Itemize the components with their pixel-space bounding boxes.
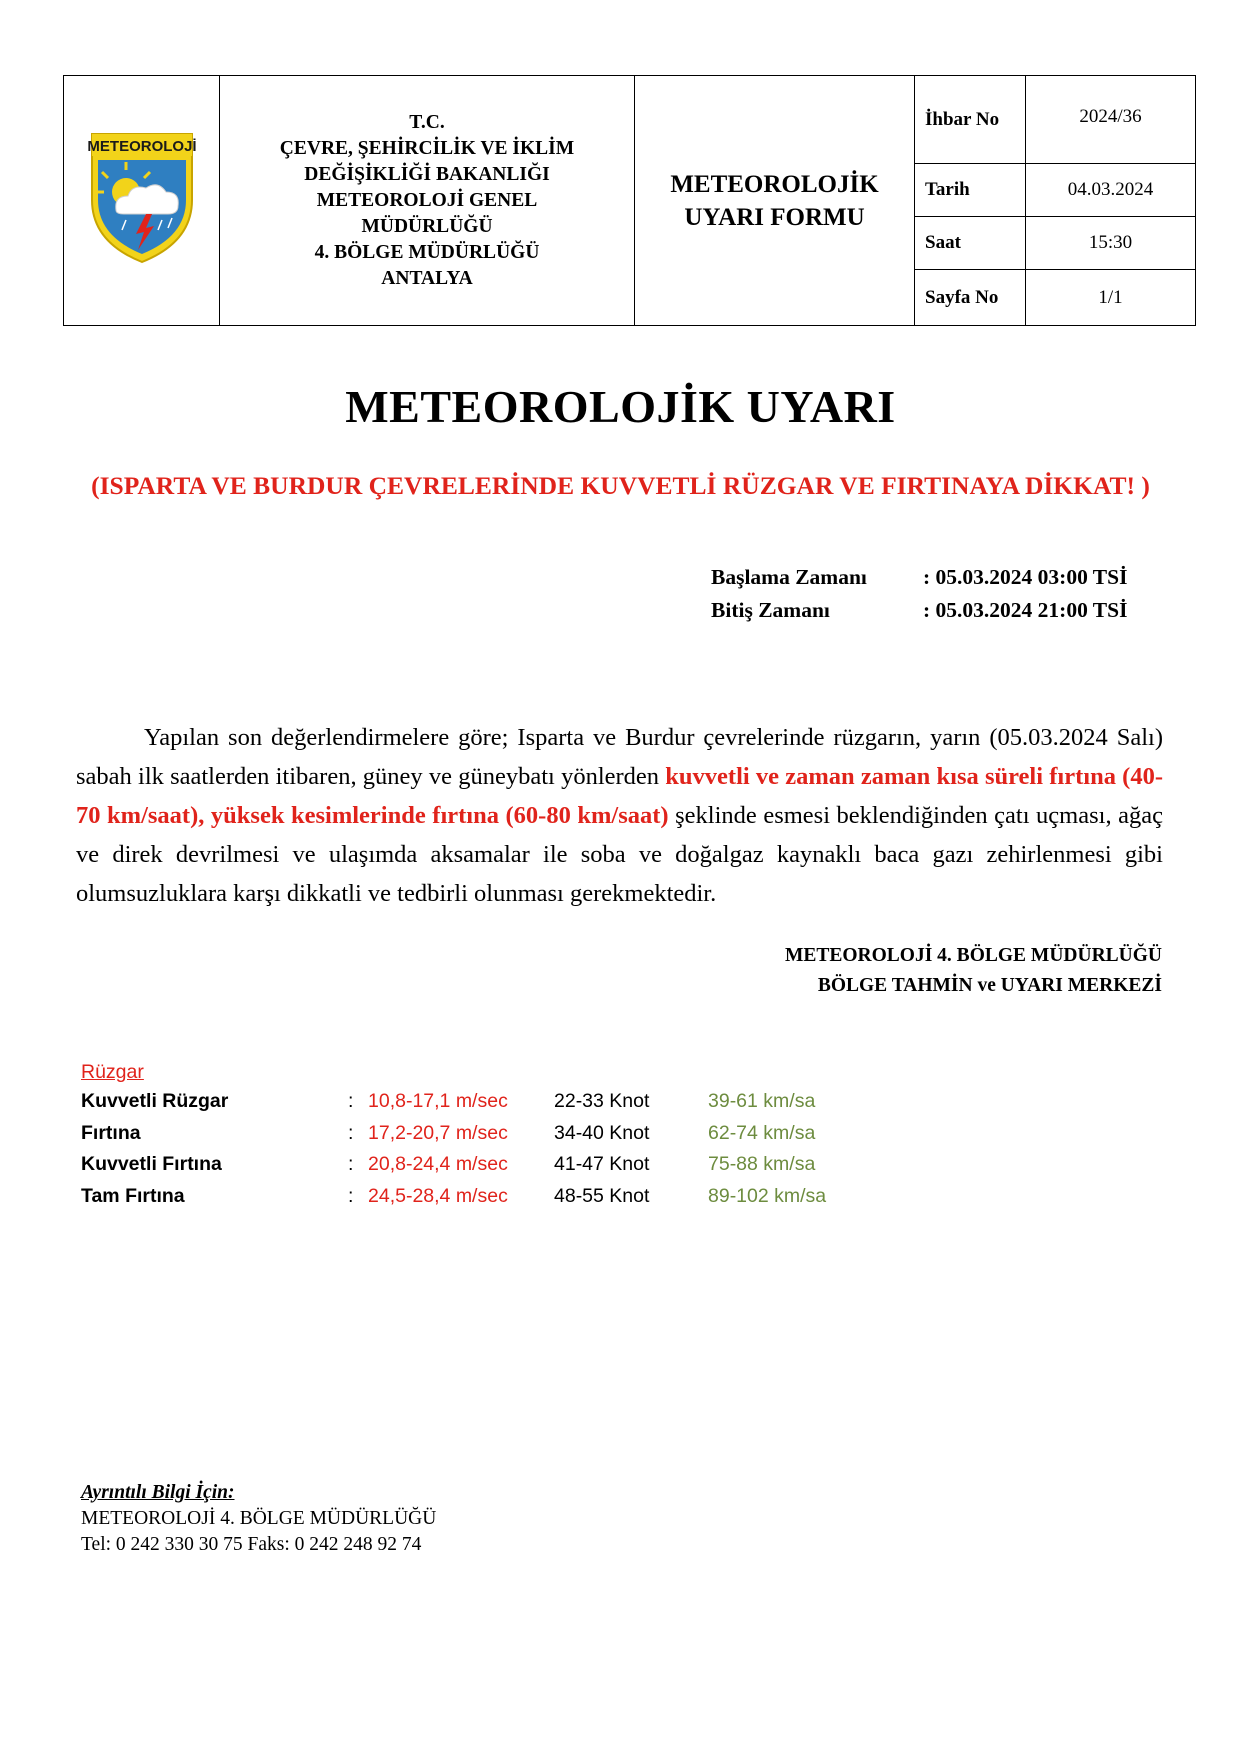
organization-cell [220, 76, 635, 326]
wind-speed-kmh: 39-61 km/sa [708, 1090, 816, 1113]
org-line: T.C. [409, 111, 445, 133]
form-title-line: METEOROLOJİK [670, 170, 879, 198]
form-title-line: UYARI FORMU [684, 203, 865, 231]
start-time-value: : 05.03.2024 03:00 TSİ [923, 565, 1128, 589]
wind-colon: : [348, 1121, 354, 1144]
body-text-part1: Yapılan son değerlendirmelere göre; Isparta ve Burdur çevrelerinde rüzgarın, yarın (05.03.2024 Salı) sabah ilk saatlerden itibaren, güney ve güneybatı yönlerden [76, 723, 1163, 790]
field-label-ihbar-no: İhbar No [915, 76, 1026, 164]
start-time-label: Başlama Zamanı [711, 565, 867, 589]
end-time-value: : 05.03.2024 21:00 TSİ [923, 598, 1128, 622]
end-time-label: Bitiş Zamanı [711, 598, 830, 622]
wind-row [81, 1118, 868, 1150]
wind-speed-kmh: 75-88 km/sa [708, 1153, 816, 1176]
field-value-sayfa-no: 1/1 [1026, 270, 1196, 326]
wind-colon: : [348, 1184, 354, 1207]
meteoroloji-logo [86, 130, 198, 266]
wind-category: Kuvvetli Rüzgar [81, 1090, 229, 1113]
wind-row [81, 1181, 868, 1213]
signature-line: BÖLGE TAHMİN ve UYARI MERKEZİ [817, 975, 1162, 996]
wind-speed-ms: 17,2-20,7 m/sec [368, 1121, 508, 1144]
org-line: DEĞİŞİKLİĞİ BAKANLIĞI [304, 163, 550, 185]
alert-subtitle: (ISPARTA VE BURDUR ÇEVRELERİNDE KUVVETLİ RÜZGAR VE FIRTINAYA DİKKAT! ) [91, 471, 1150, 500]
end-time-row [711, 594, 1127, 627]
field-label-saat: Saat [915, 217, 1026, 270]
wind-speed-knot: 48-55 Knot [554, 1184, 650, 1207]
wind-speed-ms: 10,8-17,1 m/sec [368, 1090, 508, 1113]
org-line: 4. BÖLGE MÜDÜRLÜĞÜ [314, 241, 540, 263]
org-line: METEOROLOJİ GENEL [316, 189, 538, 211]
logo-cell [64, 76, 220, 326]
contact-heading: Ayrıntılı Bilgi İçin: [81, 1482, 235, 1503]
wind-category: Tam Fırtına [81, 1184, 185, 1207]
wind-speed-knot: 34-40 Knot [554, 1121, 650, 1144]
field-label-tarih: Tarih [915, 164, 1026, 217]
wind-row [81, 1086, 868, 1118]
field-value-ihbar-no: 2024/36 [1026, 76, 1196, 164]
wind-speed-ms: 24,5-28,4 m/sec [368, 1184, 508, 1207]
wind-speed-kmh: 62-74 km/sa [708, 1121, 816, 1144]
signature-block [785, 941, 1162, 1001]
contact-footer [81, 1480, 436, 1558]
wind-colon: : [348, 1153, 354, 1176]
header-table [63, 75, 1196, 326]
body-text-part2: şeklinde esmesi beklendiğinden çatı uçması, ağaç ve direk devrilmesi ve ulaşımda aksamalar ile soba ve doğalgaz kaynaklı baca gazı zehirlenmesi gibi olumsuzluklara karşı dikkatli ve tedbirli olunması gerekmektedir. [76, 801, 1163, 907]
wind-row [81, 1149, 868, 1181]
body-highlight: kuvvetli ve zaman zaman kısa süreli fırtına (40-70 km/saat), yüksek kesimlerinde fırtına (60-80 km/saat) [76, 762, 1163, 829]
wind-speed-knot: 41-47 Knot [554, 1153, 650, 1176]
org-line: ANTALYA [381, 267, 473, 289]
field-value-saat: 15:30 [1026, 217, 1196, 270]
wind-category: Fırtına [81, 1121, 141, 1144]
wind-scale-table [81, 1058, 868, 1212]
contact-phone: Tel: 0 242 330 30 75 Faks: 0 242 248 92 74 [81, 1534, 422, 1555]
field-value-tarih: 04.03.2024 [1026, 164, 1196, 217]
wind-speed-knot: 22-33 Knot [554, 1090, 650, 1113]
org-line: MÜDÜRLÜĞÜ [361, 215, 493, 237]
field-label-sayfa-no: Sayfa No [915, 270, 1026, 326]
wind-speed-ms: 20,8-24,4 m/sec [368, 1153, 508, 1176]
contact-org: METEOROLOJİ 4. BÖLGE MÜDÜRLÜĞÜ [81, 1508, 437, 1529]
wind-colon: : [348, 1090, 354, 1113]
logo-text: METEOROLOJİ [86, 138, 197, 155]
wind-category: Kuvvetli Fırtına [81, 1153, 222, 1176]
wind-heading: Rüzgar [81, 1061, 144, 1083]
signature-line: METEOROLOJİ 4. BÖLGE MÜDÜRLÜĞÜ [784, 945, 1162, 966]
wind-speed-kmh: 89-102 km/sa [708, 1184, 827, 1207]
form-title-cell [635, 76, 915, 326]
page-title: METEOROLOJİK UYARI [345, 381, 896, 432]
org-line: ÇEVRE, ŞEHİRCİLİK VE İKLİM [279, 137, 575, 159]
warning-body [76, 718, 1163, 913]
start-time-row [711, 561, 1127, 594]
time-block [711, 561, 1127, 627]
